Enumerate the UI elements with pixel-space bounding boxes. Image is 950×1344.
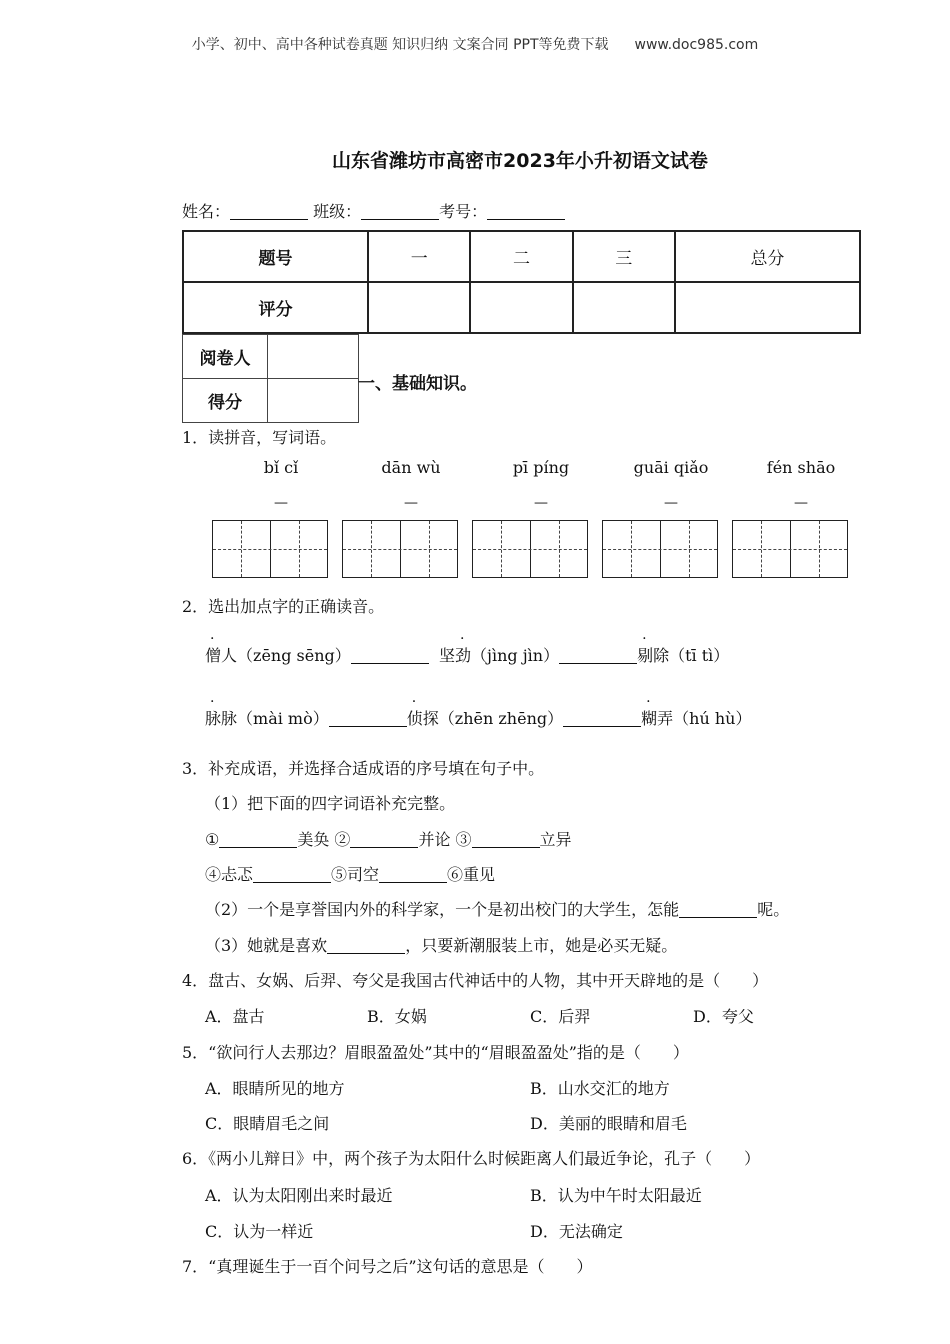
name-blank[interactable]	[230, 203, 308, 220]
q5-stem: 5．“欲问行人去那边？眉眼盈盈处”其中的“眉眼盈盈处”指的是（ ）	[182, 1043, 689, 1062]
reader-label: 阅卷人	[183, 335, 268, 379]
reader-score-cell[interactable]	[268, 379, 359, 423]
dotted-char: 僧	[205, 646, 222, 665]
answer-blank[interactable]	[329, 710, 407, 727]
pinyin-dash: —	[794, 495, 808, 511]
q5-option[interactable]: C．眼睛眉毛之间	[205, 1114, 330, 1133]
header-text: 小学、初中、高中各种试卷真题 知识归纳 文案合同 PPT等免费下载	[191, 37, 609, 53]
q5-option[interactable]: A．眼睛所见的地方	[205, 1079, 345, 1098]
answer-blank[interactable]	[351, 647, 429, 664]
score-row-label: 评分	[183, 282, 368, 333]
pinyin-label: dān wù	[381, 458, 441, 477]
q7-stem: 7．“真理诞生于一百个问号之后”这句话的意思是（ ）	[182, 1257, 593, 1276]
reader-table	[182, 334, 359, 423]
pinyin-label: bǐ cǐ	[263, 458, 299, 477]
q6-option[interactable]: A．认为太阳刚出来时最近	[205, 1186, 393, 1205]
score-header-cell: 题号	[183, 231, 368, 282]
header-url[interactable]: www.doc985.com	[634, 37, 759, 53]
dotted-char: 剔	[637, 646, 654, 665]
score-header-cell: 总分	[675, 231, 860, 282]
reader-cell[interactable]	[268, 335, 359, 379]
q3-sub1: （1）把下面的四字词语补充完整。	[205, 794, 456, 813]
pinyin-dash: —	[404, 495, 418, 511]
q1-stem: 1．读拼音，写词语。	[182, 428, 337, 447]
q5-option[interactable]: B．山水交汇的地方	[530, 1079, 670, 1098]
dotted-char: 劲	[454, 646, 471, 665]
pinyin-dash: —	[534, 495, 548, 511]
section-heading: 一、基础知识。	[358, 374, 477, 394]
answer-blank[interactable]	[559, 647, 637, 664]
pinyin-dash: —	[664, 495, 678, 511]
exam-no-blank[interactable]	[487, 203, 565, 220]
score-header-cell: 一	[368, 231, 470, 282]
pinyin-label: fén shāo	[766, 458, 836, 477]
q3-line2: ④忐忑 ⑤司空 ⑥重见	[205, 865, 496, 884]
answer-blank[interactable]	[472, 831, 540, 848]
q6-stem: 6．《两小儿辩日》中，两个孩子为太阳什么时候距离人们最近争论，孔子（ ）	[182, 1149, 761, 1168]
tianzige-box[interactable]	[472, 520, 588, 578]
q2-stem: 2．选出加点字的正确读音。	[182, 597, 385, 616]
score-table	[182, 230, 861, 334]
answer-blank[interactable]	[379, 866, 447, 883]
score-input-cell[interactable]	[470, 282, 572, 333]
pinyin-label: pī píng	[512, 458, 570, 477]
tianzige-box[interactable]	[212, 520, 328, 578]
q3-line1: ① 美奂 ② 并论 ③ 立异	[205, 830, 572, 849]
q2-row2: 脉脉（mài mò） 侦探（zhēn zhēng） 糊弄（hú hù）	[205, 706, 751, 729]
dotted-char: 侦	[406, 709, 423, 728]
q6-option[interactable]: B．认为中午时太阳最近	[530, 1186, 702, 1205]
q5-option[interactable]: D．美丽的眼睛和眉毛	[530, 1114, 687, 1133]
score-header-cell: 三	[573, 231, 675, 282]
tianzige-box[interactable]	[602, 520, 718, 578]
q3-stem: 3．补充成语，并选择合适成语的序号填在句子中。	[182, 759, 545, 778]
answer-blank[interactable]	[350, 831, 418, 848]
score-header-cell: 二	[470, 231, 572, 282]
answer-blank[interactable]	[563, 710, 641, 727]
tianzige-box[interactable]	[342, 520, 458, 578]
q3-sub2: （2）一个是享誉国内外的科学家，一个是初出校门的大学生，怎能 呢。	[205, 900, 790, 919]
q4-option[interactable]: A．盘古	[205, 1007, 265, 1026]
q4-option[interactable]: C．后羿	[530, 1007, 591, 1026]
answer-blank[interactable]	[253, 866, 331, 883]
pinyin-dash: —	[274, 495, 288, 511]
student-info	[182, 199, 565, 222]
answer-blank[interactable]	[327, 937, 405, 954]
answer-blank[interactable]	[219, 831, 297, 848]
pinyin-label: guāi qiǎo	[633, 458, 709, 477]
exam-no-label: 考号：	[439, 202, 488, 221]
dotted-char: 糊	[641, 709, 658, 728]
q2-row1: 僧人（zēng sēng） 坚劲（jìng jìn） 剔除（tī tì）	[205, 643, 729, 666]
dotted-char: 脉	[205, 709, 222, 728]
score-input-cell[interactable]	[675, 282, 860, 333]
exam-title: 山东省潍坊市高密市2023年小升初语文试卷	[332, 150, 708, 172]
reader-score-label: 得分	[183, 379, 268, 423]
score-input-cell[interactable]	[573, 282, 675, 333]
q4-option[interactable]: D．夸父	[693, 1007, 754, 1026]
tianzige-box[interactable]	[732, 520, 848, 578]
class-label: 班级：	[313, 202, 362, 221]
name-label: 姓名：	[182, 202, 231, 221]
q4-option[interactable]: B．女娲	[367, 1007, 427, 1026]
answer-blank[interactable]	[679, 901, 757, 918]
q4-stem: 4．盘古、女娲、后羿、夸父是我国古代神话中的人物，其中开天辟地的是（ ）	[182, 971, 769, 990]
q6-option[interactable]: C．认为一样近	[205, 1222, 314, 1241]
page-header	[0, 34, 950, 54]
q3-sub3: （3）她就是喜欢 ，只要新潮服装上市，她是必买无疑。	[205, 936, 678, 955]
class-blank[interactable]	[361, 203, 439, 220]
score-input-cell[interactable]	[368, 282, 470, 333]
q6-option[interactable]: D．无法确定	[530, 1222, 623, 1241]
